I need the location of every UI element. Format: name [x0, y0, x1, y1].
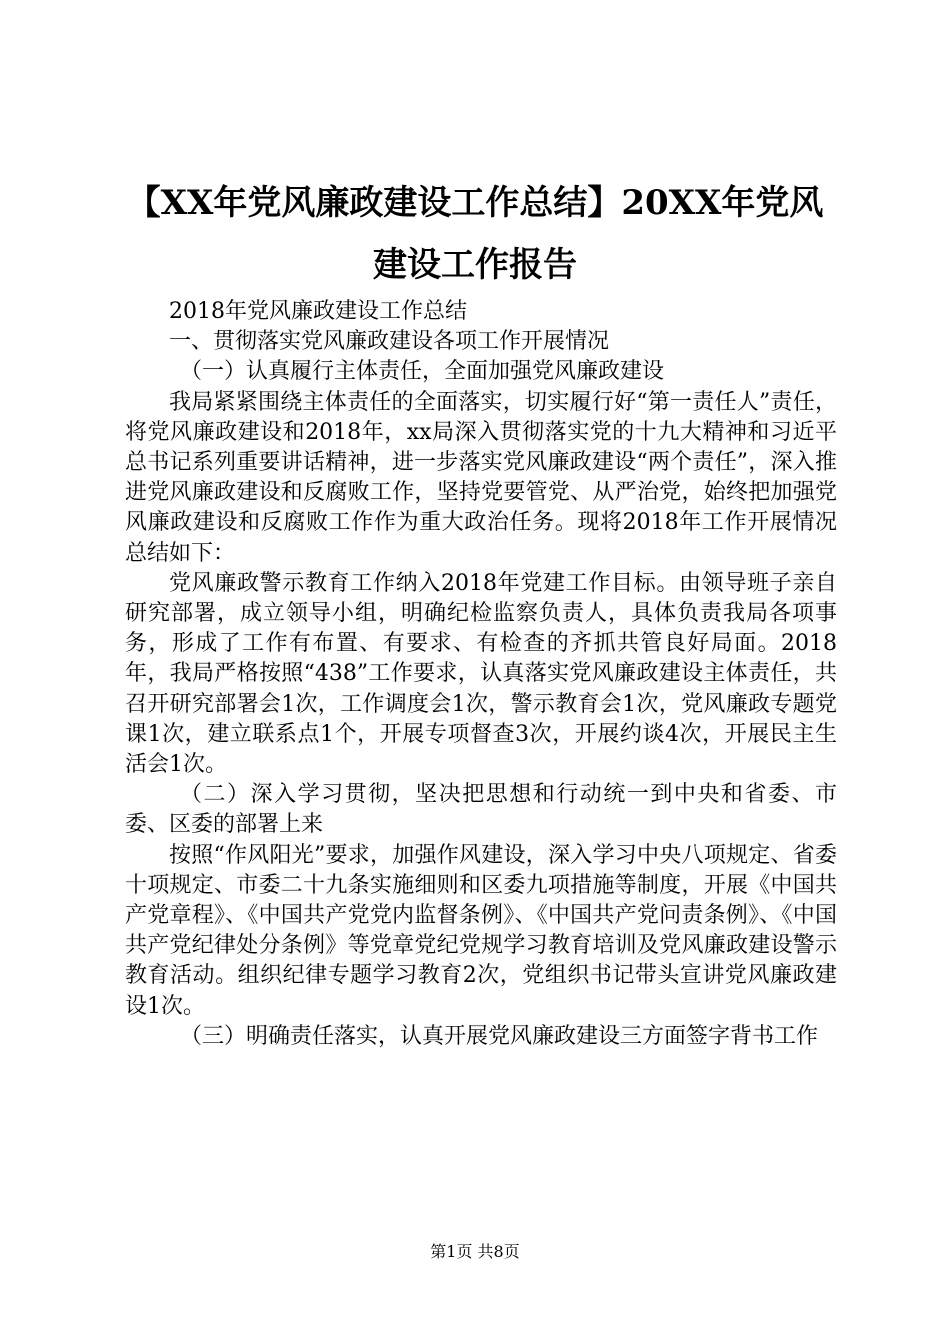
document-body	[125, 297, 837, 1052]
subsection-heading-1: （一）认真履行主体责任，全面加强党风廉政建设	[180, 359, 665, 385]
paragraph: 我局紧紧围绕主体责任的全面落实，切实履行好“第一责任人”责任，将党风廉政建设和2018年，xx局深入贯彻落实党的十九大精神和习近平总书记系列重要讲话精神，进一步落实党风廉政建设“两个责任”，深入推进党风廉政建设和反腐败工作，坚持党要管党、从严治党，始终把加强党风廉政建设和反腐败工作作为重大政治任务。现将2018年工作开展情况总结如下：	[125, 389, 837, 566]
paragraph: 按照“作风阳光”要求，加强作风建设，深入学习中央八项规定、省委十项规定、市委二十九条实施细则和区委九项措施等制度，开展《中国共产党章程》、《中国共产党党内监督条例》、《中国共产党问责条例》、《中国共产党纪律处分条例》等党章党纪党规学习教育培训及党风廉政建设警示教育活动。组织纪律专题学习教育2次，党组织书记带头宣讲党风廉政建设1次。	[125, 842, 837, 1019]
page-footer	[0, 1242, 950, 1262]
title-line-2: 建设工作报告	[373, 245, 577, 285]
paragraph: 党风廉政警示教育工作纳入2018年党建工作目标。由领导班子亲自研究部署，成立领导小组，明确纪检监察负责人，具体负责我局各项事务，形成了工作有布置、有要求、有检查的齐抓共管良好局面。2018年，我局严格按照“438”工作要求，认真落实党风廉政建设主体责任，共召开研究部署会1次，工作调度会1次，警示教育会1次，党风廉政专题党课1次，建立联系点1个，开展专项督查3次，开展约谈4次，开展民主生活会1次。	[125, 570, 837, 778]
document-title	[120, 172, 830, 296]
subsection-heading-2: （二）深入学习贯彻，坚决把思想和行动统一到中央和省委、市委、区委的部署上来	[125, 782, 837, 838]
page-indicator: 第1页 共8页	[430, 1242, 520, 1261]
subsection-heading-3: （三）明确责任落实，认真开展党风廉政建设三方面签字背书工作	[180, 1023, 819, 1049]
section-heading-1: 一、贯彻落实党风廉政建设各项工作开展情况	[169, 329, 610, 355]
paragraph-summary-title: 2018年党风廉政建设工作总结	[169, 299, 467, 324]
title-line-1: 【XX年党风廉政建设工作总结】20XX年党风	[126, 183, 824, 223]
